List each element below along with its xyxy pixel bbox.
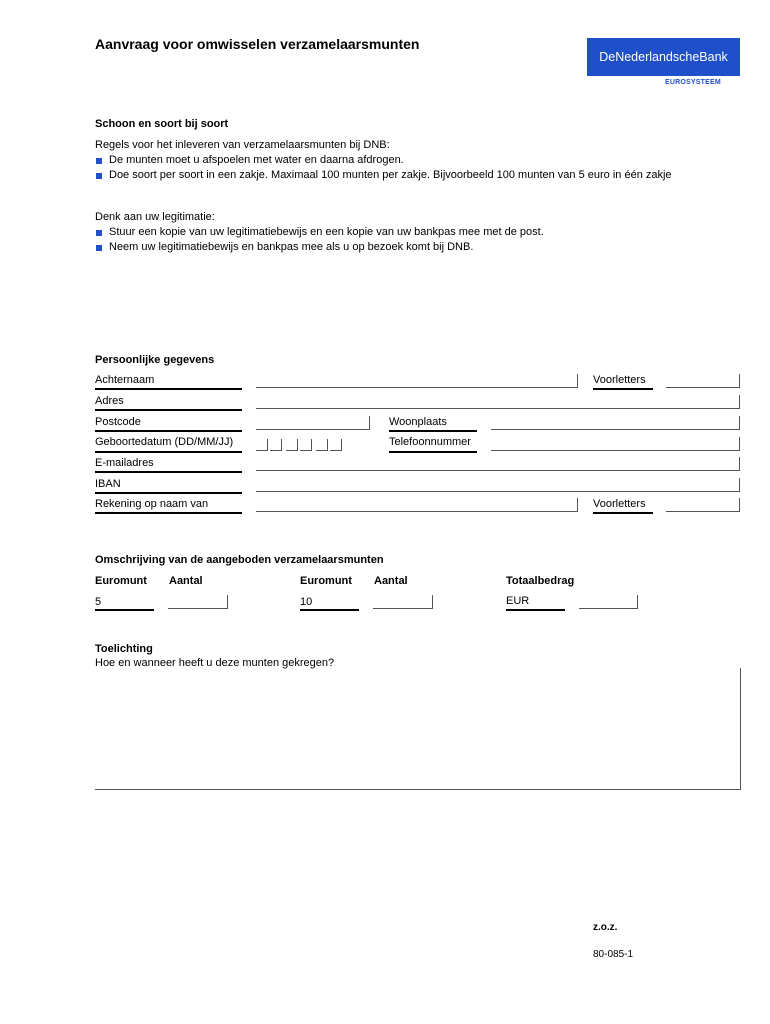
col-totaalbedrag: Totaalbedrag: [506, 575, 575, 587]
voorletters-field[interactable]: [666, 374, 740, 388]
label-underline: [593, 388, 653, 390]
label-underline: [95, 471, 242, 473]
page-title: Aanvraag voor omwisselen verzamelaarsmunten: [95, 36, 420, 52]
bullet-item: De munten moet u afspoelen met water en daarna afdrogen.: [95, 154, 404, 166]
iban-field[interactable]: [256, 478, 740, 492]
label-rekening: Rekening op naam van: [95, 498, 209, 510]
aantal-10-field[interactable]: [373, 595, 433, 609]
bullet-item: Doe soort per soort in een zakje. Maximaal 100 munten per zakje. Bijvoorbeeld 100 munten van 5 euro in één zakje: [95, 169, 672, 181]
label-underline: [95, 430, 242, 432]
section-heading-personal: Persoonlijke gegevens: [95, 354, 215, 366]
email-field[interactable]: [256, 457, 740, 471]
label-iban: IBAN: [95, 478, 121, 490]
label-underline: [506, 609, 565, 611]
label-underline: [389, 451, 477, 453]
label-underline: [593, 512, 653, 514]
label-geboortedatum: Geboortedatum (DD/MM/JJ): [95, 436, 234, 448]
coin-value-10: 10: [300, 596, 313, 608]
zoz-label: z.o.z.: [593, 922, 618, 933]
label-underline: [95, 492, 242, 494]
voorletters-2-field[interactable]: [666, 498, 740, 512]
date-digit-field[interactable]: [286, 439, 298, 451]
section-heading-schoon: Schoon en soort bij soort: [95, 118, 229, 130]
bullet-item: Stuur een kopie van uw legitimatiebewijs en een kopie van uw bankpas mee met de post.: [95, 226, 544, 238]
label-email: E-mailadres: [95, 457, 154, 469]
form-code: 80-085-1: [593, 949, 634, 960]
label-underline: [95, 451, 242, 453]
col-aantal-2: Aantal: [374, 575, 408, 587]
coin-value-5: 5: [95, 596, 102, 608]
logo-subtitle: EUROSYSTEEM: [665, 79, 721, 86]
telefoon-field[interactable]: [491, 437, 740, 451]
label-underline: [389, 430, 477, 432]
label-underline: [95, 409, 242, 411]
section-heading-coins: Omschrijving van de aangeboden verzamelaarsmunten: [95, 554, 384, 566]
id-intro: Denk aan uw legitimatie:: [95, 211, 215, 223]
adres-field[interactable]: [256, 395, 740, 409]
logo-text: DeNederlandscheBank: [599, 50, 728, 64]
woonplaats-field[interactable]: [491, 416, 740, 430]
col-aantal: Aantal: [169, 575, 203, 587]
label-underline: [95, 609, 154, 611]
col-euromunt: Euromunt: [95, 575, 147, 587]
label-voorletters-2: Voorletters: [593, 498, 646, 510]
dnb-logo: [587, 38, 740, 76]
date-digit-field[interactable]: [316, 439, 328, 451]
date-digit-field[interactable]: [300, 439, 312, 451]
label-achternaam: Achternaam: [95, 374, 155, 386]
label-underline: [300, 609, 359, 611]
toelichting-question: Hoe en wanneer heeft u deze munten gekregen?: [95, 657, 335, 669]
date-digit-field[interactable]: [270, 439, 282, 451]
achternaam-field[interactable]: [256, 374, 578, 388]
currency-label: EUR: [506, 595, 530, 607]
label-woonplaats: Woonplaats: [389, 416, 447, 428]
rekening-field[interactable]: [256, 498, 578, 512]
section-heading-toelichting: Toelichting: [95, 643, 153, 655]
label-postcode: Postcode: [95, 416, 141, 428]
label-telefoon: Telefoonnummer: [389, 436, 471, 448]
rules-intro: Regels voor het inleveren van verzamelaarsmunten bij DNB:: [95, 139, 390, 151]
date-digit-field[interactable]: [330, 439, 342, 451]
toelichting-textarea[interactable]: [95, 668, 741, 790]
bullet-item: Neem uw legitimatiebewijs en bankpas mee als u op bezoek komt bij DNB.: [95, 241, 473, 253]
col-euromunt-2: Euromunt: [300, 575, 352, 587]
label-underline: [95, 388, 242, 390]
postcode-field[interactable]: [256, 416, 370, 430]
label-voorletters: Voorletters: [593, 374, 646, 386]
label-underline: [95, 512, 242, 514]
totaalbedrag-field[interactable]: [579, 595, 638, 609]
label-adres: Adres: [95, 395, 124, 407]
date-digit-field[interactable]: [256, 439, 268, 451]
aantal-5-field[interactable]: [168, 595, 228, 609]
